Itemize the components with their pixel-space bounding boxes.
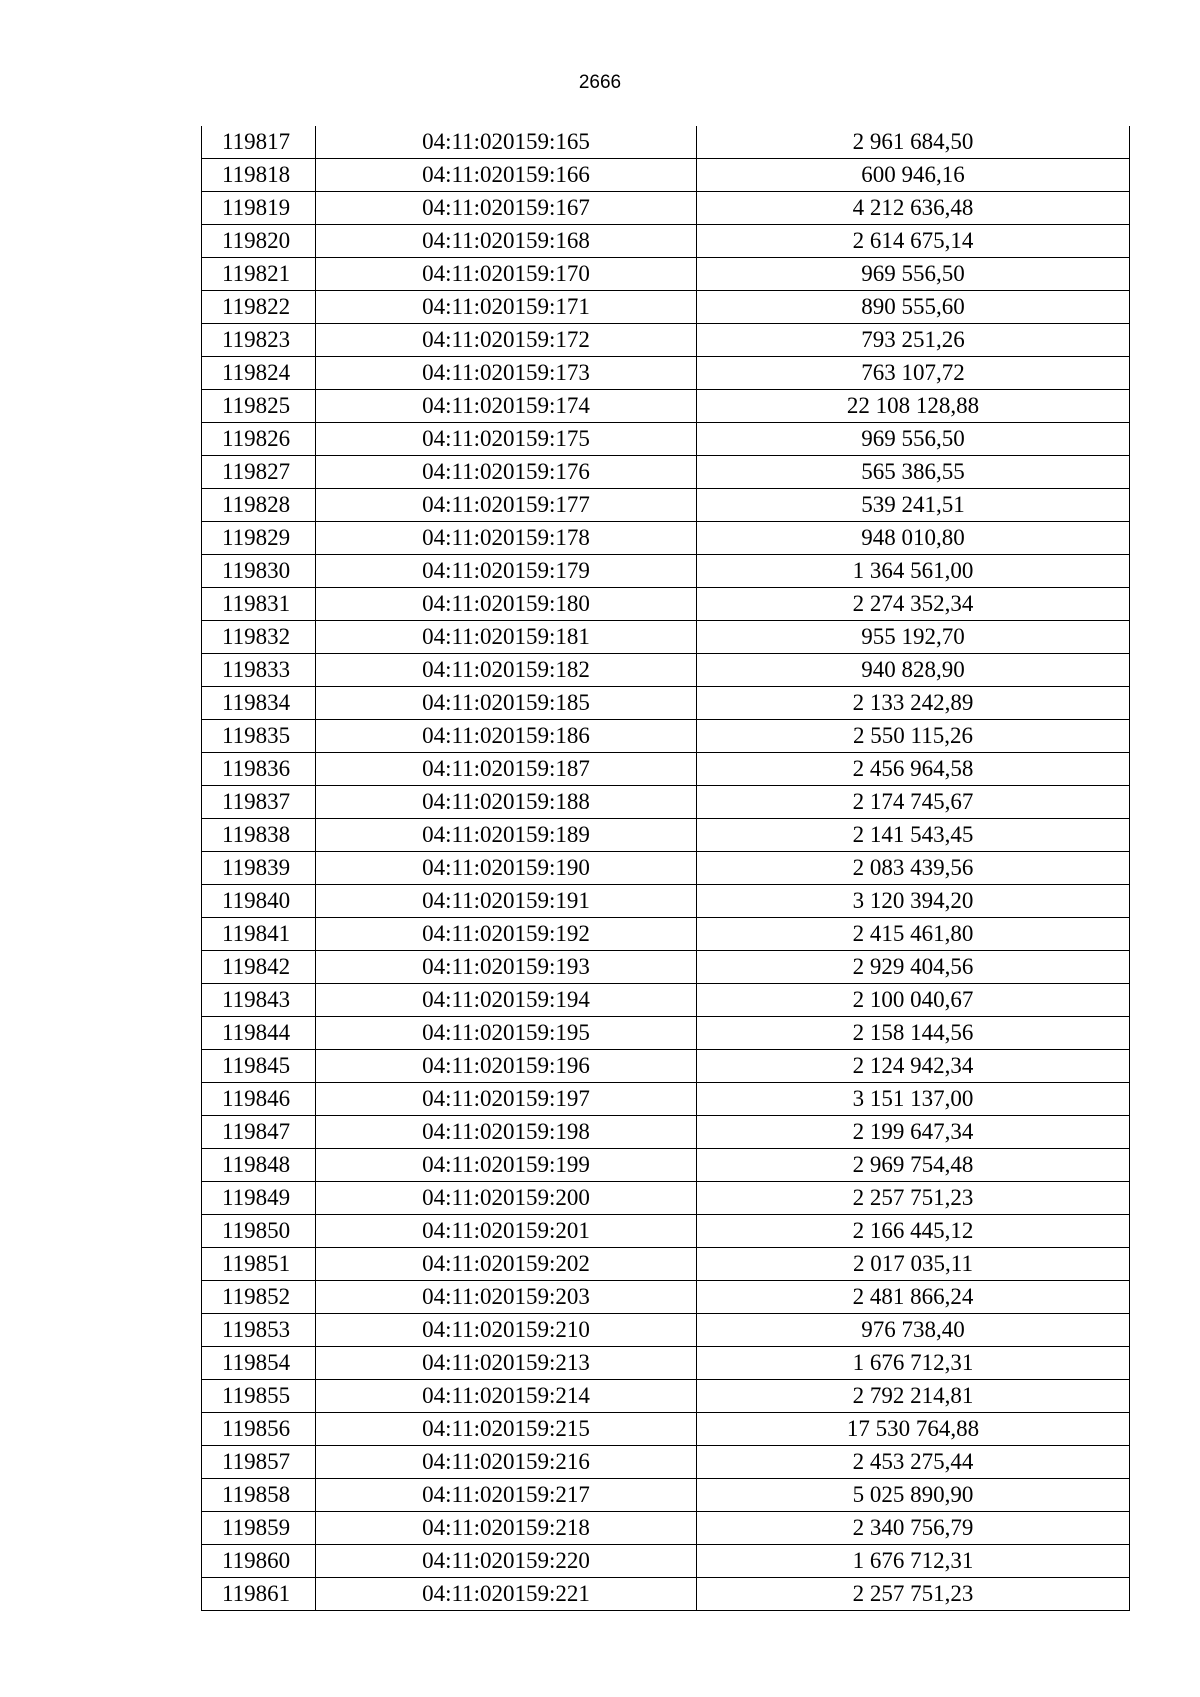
- table-row: [202, 126, 1130, 159]
- row-number-cell: 119855: [202, 1380, 316, 1413]
- cadastral-value-cell: 2 929 404,56: [697, 951, 1130, 984]
- table-row: [202, 687, 1130, 720]
- cadastral-value-cell: 4 212 636,48: [697, 192, 1130, 225]
- cadastral-value-cell: 1 676 712,31: [697, 1347, 1130, 1380]
- cadastral-number-cell: 04:11:020159:189: [316, 819, 697, 852]
- cadastral-value-cell: 2 133 242,89: [697, 687, 1130, 720]
- row-number-cell: 119851: [202, 1248, 316, 1281]
- cadastral-number-cell: 04:11:020159:198: [316, 1116, 697, 1149]
- row-number-cell: 119856: [202, 1413, 316, 1446]
- cadastral-number-cell: 04:11:020159:216: [316, 1446, 697, 1479]
- cadastral-number-cell: 04:11:020159:200: [316, 1182, 697, 1215]
- cadastral-value-cell: 600 946,16: [697, 159, 1130, 192]
- row-number-cell: 119823: [202, 324, 316, 357]
- table-row: [202, 819, 1130, 852]
- cadastral-number-cell: 04:11:020159:218: [316, 1512, 697, 1545]
- row-number-cell: 119845: [202, 1050, 316, 1083]
- cadastral-number-cell: 04:11:020159:167: [316, 192, 697, 225]
- cadastral-value-cell: 2 017 035,11: [697, 1248, 1130, 1281]
- table-row: [202, 1149, 1130, 1182]
- cadastral-value-cell: 22 108 128,88: [697, 390, 1130, 423]
- cadastral-value-cell: 2 166 445,12: [697, 1215, 1130, 1248]
- row-number-cell: 119860: [202, 1545, 316, 1578]
- row-number-cell: 119829: [202, 522, 316, 555]
- cadastral-value-cell: 969 556,50: [697, 423, 1130, 456]
- cadastral-value-cell: 1 364 561,00: [697, 555, 1130, 588]
- row-number-cell: 119850: [202, 1215, 316, 1248]
- cadastral-number-cell: 04:11:020159:179: [316, 555, 697, 588]
- row-number-cell: 119833: [202, 654, 316, 687]
- cadastral-value-cell: 539 241,51: [697, 489, 1130, 522]
- cadastral-value-cell: 2 456 964,58: [697, 753, 1130, 786]
- table-row: [202, 192, 1130, 225]
- table-body: [202, 126, 1130, 1611]
- row-number-cell: 119835: [202, 720, 316, 753]
- row-number-cell: 119826: [202, 423, 316, 456]
- cadastral-number-cell: 04:11:020159:214: [316, 1380, 697, 1413]
- table-row: [202, 786, 1130, 819]
- cadastral-number-cell: 04:11:020159:191: [316, 885, 697, 918]
- cadastral-number-cell: 04:11:020159:170: [316, 258, 697, 291]
- cadastral-value-cell: 3 151 137,00: [697, 1083, 1130, 1116]
- table-row: [202, 456, 1130, 489]
- cadastral-value-cell: 2 481 866,24: [697, 1281, 1130, 1314]
- cadastral-value-cell: 890 555,60: [697, 291, 1130, 324]
- table-row: [202, 1578, 1130, 1611]
- row-number-cell: 119852: [202, 1281, 316, 1314]
- table-row: [202, 1545, 1130, 1578]
- cadastral-number-cell: 04:11:020159:195: [316, 1017, 697, 1050]
- table-row: [202, 1512, 1130, 1545]
- row-number-cell: 119838: [202, 819, 316, 852]
- table-row: [202, 1314, 1130, 1347]
- cadastral-value-cell: 5 025 890,90: [697, 1479, 1130, 1512]
- row-number-cell: 119857: [202, 1446, 316, 1479]
- table-row: [202, 225, 1130, 258]
- table-row: [202, 522, 1130, 555]
- row-number-cell: 119836: [202, 753, 316, 786]
- table-row: [202, 324, 1130, 357]
- cadastral-number-cell: 04:11:020159:180: [316, 588, 697, 621]
- table-row: [202, 1182, 1130, 1215]
- cadastral-value-cell: 565 386,55: [697, 456, 1130, 489]
- table-row: [202, 1413, 1130, 1446]
- cadastral-number-cell: 04:11:020159:186: [316, 720, 697, 753]
- table-row: [202, 555, 1130, 588]
- row-number-cell: 119859: [202, 1512, 316, 1545]
- table-row: [202, 291, 1130, 324]
- table-row: [202, 753, 1130, 786]
- cadastral-number-cell: 04:11:020159:185: [316, 687, 697, 720]
- table-row: [202, 885, 1130, 918]
- cadastral-number-cell: 04:11:020159:181: [316, 621, 697, 654]
- cadastral-value-cell: 2 453 275,44: [697, 1446, 1130, 1479]
- row-number-cell: 119861: [202, 1578, 316, 1611]
- cadastral-number-cell: 04:11:020159:177: [316, 489, 697, 522]
- cadastral-number-cell: 04:11:020159:203: [316, 1281, 697, 1314]
- cadastral-value-cell: 2 083 439,56: [697, 852, 1130, 885]
- cadastral-value-cell: 948 010,80: [697, 522, 1130, 555]
- table-row: [202, 621, 1130, 654]
- row-number-cell: 119827: [202, 456, 316, 489]
- cadastral-value-cell: 3 120 394,20: [697, 885, 1130, 918]
- cadastral-value-cell: 969 556,50: [697, 258, 1130, 291]
- row-number-cell: 119858: [202, 1479, 316, 1512]
- cadastral-value-cell: 2 124 942,34: [697, 1050, 1130, 1083]
- cadastral-number-cell: 04:11:020159:221: [316, 1578, 697, 1611]
- cadastral-number-cell: 04:11:020159:168: [316, 225, 697, 258]
- row-number-cell: 119837: [202, 786, 316, 819]
- row-number-cell: 119847: [202, 1116, 316, 1149]
- table-row: [202, 1446, 1130, 1479]
- row-number-cell: 119849: [202, 1182, 316, 1215]
- row-number-cell: 119832: [202, 621, 316, 654]
- table-row: [202, 720, 1130, 753]
- table-row: [202, 489, 1130, 522]
- cadastral-number-cell: 04:11:020159:165: [316, 126, 697, 159]
- cadastral-number-cell: 04:11:020159:173: [316, 357, 697, 390]
- cadastral-value-cell: 2 274 352,34: [697, 588, 1130, 621]
- cadastral-number-cell: 04:11:020159:220: [316, 1545, 697, 1578]
- row-number-cell: 119825: [202, 390, 316, 423]
- cadastral-number-cell: 04:11:020159:175: [316, 423, 697, 456]
- row-number-cell: 119830: [202, 555, 316, 588]
- row-number-cell: 119842: [202, 951, 316, 984]
- cadastral-number-cell: 04:11:020159:176: [316, 456, 697, 489]
- table-row: [202, 654, 1130, 687]
- page-number: 2666: [578, 72, 622, 93]
- table-row: [202, 1083, 1130, 1116]
- cadastral-value-cell: 955 192,70: [697, 621, 1130, 654]
- table-row: [202, 423, 1130, 456]
- table-row: [202, 390, 1130, 423]
- cadastral-value-cell: 2 158 144,56: [697, 1017, 1130, 1050]
- cadastral-number-cell: 04:11:020159:193: [316, 951, 697, 984]
- row-number-cell: 119843: [202, 984, 316, 1017]
- row-number-cell: 119819: [202, 192, 316, 225]
- row-number-cell: 119840: [202, 885, 316, 918]
- table-row: [202, 1347, 1130, 1380]
- cadastral-value-cell: 2 550 115,26: [697, 720, 1130, 753]
- cadastral-value-cell: 763 107,72: [697, 357, 1130, 390]
- cadastral-value-cell: 2 199 647,34: [697, 1116, 1130, 1149]
- cadastral-value-cell: 2 257 751,23: [697, 1578, 1130, 1611]
- cadastral-number-cell: 04:11:020159:172: [316, 324, 697, 357]
- row-number-cell: 119848: [202, 1149, 316, 1182]
- cadastral-number-cell: 04:11:020159:192: [316, 918, 697, 951]
- cadastral-number-cell: 04:11:020159:199: [316, 1149, 697, 1182]
- row-number-cell: 119834: [202, 687, 316, 720]
- row-number-cell: 119821: [202, 258, 316, 291]
- cadastral-value-cell: 2 614 675,14: [697, 225, 1130, 258]
- row-number-cell: 119853: [202, 1314, 316, 1347]
- table-row: [202, 588, 1130, 621]
- cadastral-number-cell: 04:11:020159:215: [316, 1413, 697, 1446]
- table-row: [202, 1017, 1130, 1050]
- table-row: [202, 951, 1130, 984]
- cadastral-number-cell: 04:11:020159:190: [316, 852, 697, 885]
- row-number-cell: 119820: [202, 225, 316, 258]
- row-number-cell: 119844: [202, 1017, 316, 1050]
- row-number-cell: 119824: [202, 357, 316, 390]
- table-row: [202, 1215, 1130, 1248]
- row-number-cell: 119817: [202, 126, 316, 159]
- table-row: [202, 984, 1130, 1017]
- table-row: [202, 1116, 1130, 1149]
- table-row: [202, 852, 1130, 885]
- cadastral-value-cell: 2 340 756,79: [697, 1512, 1130, 1545]
- table-row: [202, 1050, 1130, 1083]
- table-row: [202, 1479, 1130, 1512]
- cadastral-number-cell: 04:11:020159:182: [316, 654, 697, 687]
- row-number-cell: 119831: [202, 588, 316, 621]
- cadastral-number-cell: 04:11:020159:217: [316, 1479, 697, 1512]
- cadastral-number-cell: 04:11:020159:197: [316, 1083, 697, 1116]
- cadastral-value-cell: 2 969 754,48: [697, 1149, 1130, 1182]
- cadastral-number-cell: 04:11:020159:210: [316, 1314, 697, 1347]
- cadastral-value-cell: 2 961 684,50: [697, 126, 1130, 159]
- row-number-cell: 119839: [202, 852, 316, 885]
- row-number-cell: 119846: [202, 1083, 316, 1116]
- cadastral-number-cell: 04:11:020159:166: [316, 159, 697, 192]
- cadastral-number-cell: 04:11:020159:178: [316, 522, 697, 555]
- cadastral-number-cell: 04:11:020159:194: [316, 984, 697, 1017]
- row-number-cell: 119822: [202, 291, 316, 324]
- row-number-cell: 119828: [202, 489, 316, 522]
- cadastral-number-cell: 04:11:020159:202: [316, 1248, 697, 1281]
- cadastral-value-cell: 1 676 712,31: [697, 1545, 1130, 1578]
- row-number-cell: 119818: [202, 159, 316, 192]
- row-number-cell: 119854: [202, 1347, 316, 1380]
- table-row: [202, 1248, 1130, 1281]
- cadastral-value-cell: 2 174 745,67: [697, 786, 1130, 819]
- cadastral-value-cell: 17 530 764,88: [697, 1413, 1130, 1446]
- table-row: [202, 258, 1130, 291]
- table-row: [202, 918, 1130, 951]
- cadastral-number-cell: 04:11:020159:196: [316, 1050, 697, 1083]
- cadastral-value-cell: 2 141 543,45: [697, 819, 1130, 852]
- cadastral-value-cell: 793 251,26: [697, 324, 1130, 357]
- cadastral-number-cell: 04:11:020159:213: [316, 1347, 697, 1380]
- cadastral-number-cell: 04:11:020159:188: [316, 786, 697, 819]
- table-row: [202, 357, 1130, 390]
- cadastral-value-cell: 2 792 214,81: [697, 1380, 1130, 1413]
- cadastral-number-cell: 04:11:020159:171: [316, 291, 697, 324]
- cadastral-number-cell: 04:11:020159:201: [316, 1215, 697, 1248]
- table-row: [202, 159, 1130, 192]
- cadastral-value-cell: 940 828,90: [697, 654, 1130, 687]
- cadastral-number-cell: 04:11:020159:174: [316, 390, 697, 423]
- cadastral-value-cell: 2 257 751,23: [697, 1182, 1130, 1215]
- data-table: [201, 126, 1130, 1611]
- row-number-cell: 119841: [202, 918, 316, 951]
- cadastral-value-cell: 976 738,40: [697, 1314, 1130, 1347]
- cadastral-value-cell: 2 100 040,67: [697, 984, 1130, 1017]
- cadastral-value-cell: 2 415 461,80: [697, 918, 1130, 951]
- table-row: [202, 1281, 1130, 1314]
- cadastral-number-cell: 04:11:020159:187: [316, 753, 697, 786]
- table-row: [202, 1380, 1130, 1413]
